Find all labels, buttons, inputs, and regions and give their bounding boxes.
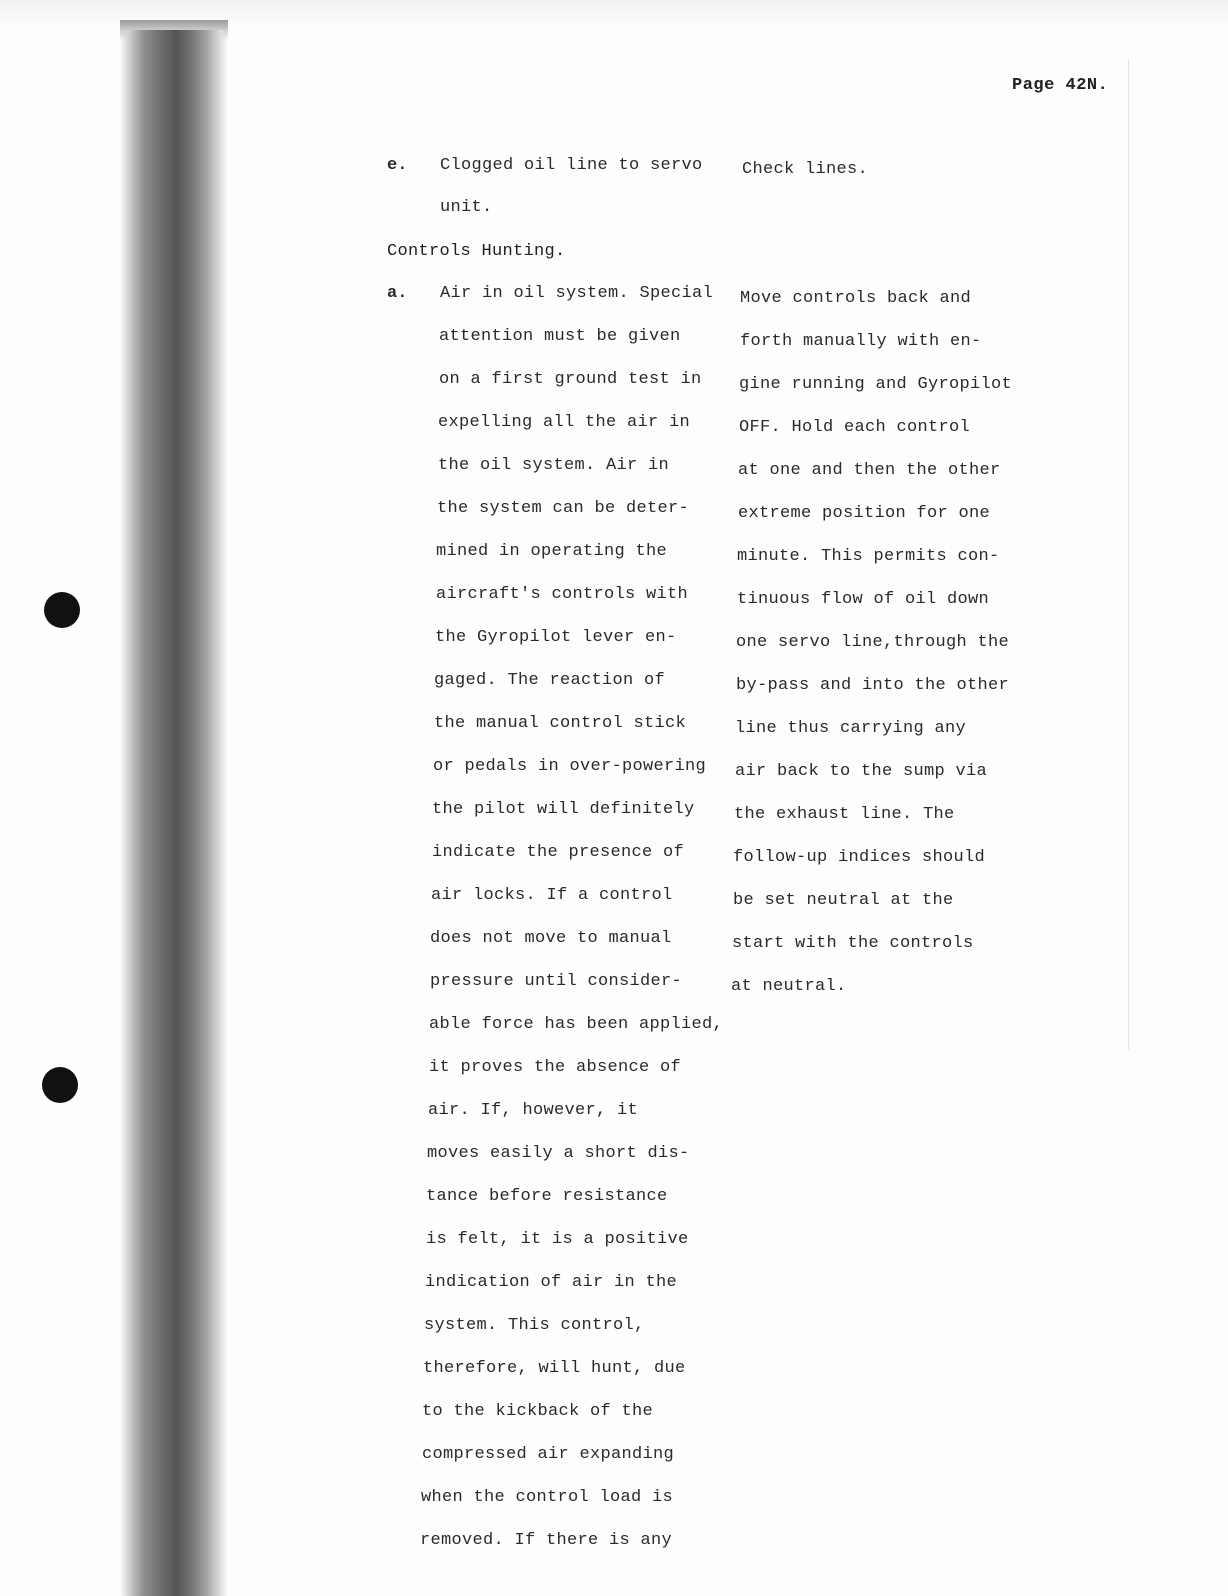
item-a-cause-line: indication of air in the (425, 1273, 678, 1292)
punch-hole-upper (44, 592, 80, 628)
item-a-cause-line: system. This control, (424, 1316, 645, 1335)
right-margin-line (1128, 60, 1129, 1050)
item-a-marker: a. (387, 284, 408, 303)
item-a-cause-line: the Gyropilot lever en- (435, 628, 677, 647)
item-a-cause-line: attention must be given (439, 327, 681, 346)
item-a-cause-line: aircraft's controls with (436, 585, 689, 604)
item-a-cause-line: it proves the absence of (429, 1058, 682, 1077)
item-e-marker: e. (387, 156, 408, 175)
item-a-cause-line: when the control load is (421, 1488, 674, 1507)
item-a-cause-line: to the kickback of the (422, 1402, 654, 1421)
item-a-remedy-line: line thus carrying any (735, 719, 967, 738)
punch-hole-lower (42, 1067, 78, 1103)
item-a-remedy-line: start with the controls (732, 934, 974, 953)
item-a-remedy-line: one servo line,through the (736, 633, 1010, 652)
item-a-cause-line: pressure until consider- (430, 972, 683, 991)
item-a-cause-line: mined in operating the (436, 542, 668, 561)
item-a-cause-line: air. If, however, it (428, 1101, 639, 1120)
item-a-remedy-line: be set neutral at the (733, 891, 954, 910)
item-a-remedy-line: follow-up indices should (733, 848, 986, 867)
item-a-cause-line: therefore, will hunt, due (423, 1359, 686, 1378)
item-e-remedy-line: Check lines. (742, 160, 869, 179)
item-a-remedy-line: Move controls back and (740, 289, 972, 308)
item-a-remedy-line: minute. This permits con- (737, 547, 1000, 566)
item-a-remedy-line: tinuous flow of oil down (737, 590, 990, 609)
section-heading: Controls Hunting. (387, 242, 566, 261)
binding-shadow (120, 30, 228, 1596)
item-a-cause-line: indicate the presence of (432, 843, 685, 862)
item-a-remedy-line: gine running and Gyropilot (739, 375, 1013, 394)
item-a-cause-line: gaged. The reaction of (434, 671, 666, 690)
item-a-remedy-line: extreme position for one (738, 504, 991, 523)
item-a-cause-line: does not move to manual (430, 929, 672, 948)
item-a-cause-line: the oil system. Air in (438, 456, 670, 475)
item-a-cause-line: the system can be deter- (437, 499, 690, 518)
item-a-cause-line: or pedals in over-powering (433, 757, 707, 776)
item-a-remedy-line: OFF. Hold each control (739, 418, 971, 437)
item-a-remedy-line: forth manually with en- (740, 332, 982, 351)
item-a-remedy-line: at one and then the other (738, 461, 1001, 480)
item-e-cause-line: Clogged oil line to servo (440, 156, 703, 175)
item-a-cause-line: expelling all the air in (438, 413, 691, 432)
item-a-cause-line: the pilot will definitely (432, 800, 695, 819)
item-a-cause-line: removed. If there is any (420, 1531, 673, 1550)
page-number: Page 42N. (1012, 76, 1109, 95)
item-a-remedy-line: the exhaust line. The (734, 805, 955, 824)
item-a-remedy-line: by-pass and into the other (736, 676, 1010, 695)
item-a-cause-line: air locks. If a control (431, 886, 673, 905)
item-a-remedy-line: at neutral. (731, 977, 847, 996)
item-a-cause-line: is felt, it is a positive (426, 1230, 689, 1249)
item-a-cause-line: compressed air expanding (422, 1445, 675, 1464)
item-a-cause-line: tance before resistance (426, 1187, 668, 1206)
item-a-remedy-line: air back to the sump via (735, 762, 988, 781)
item-a-cause-line: on a first ground test in (439, 370, 702, 389)
item-a-cause-line: Air in oil system. Special (440, 284, 714, 303)
item-a-cause-line: the manual control stick (434, 714, 687, 733)
item-e-cause-line: unit. (440, 198, 493, 217)
item-a-cause-line: able force has been applied, (429, 1015, 724, 1034)
item-a-cause-line: moves easily a short dis- (427, 1144, 690, 1163)
